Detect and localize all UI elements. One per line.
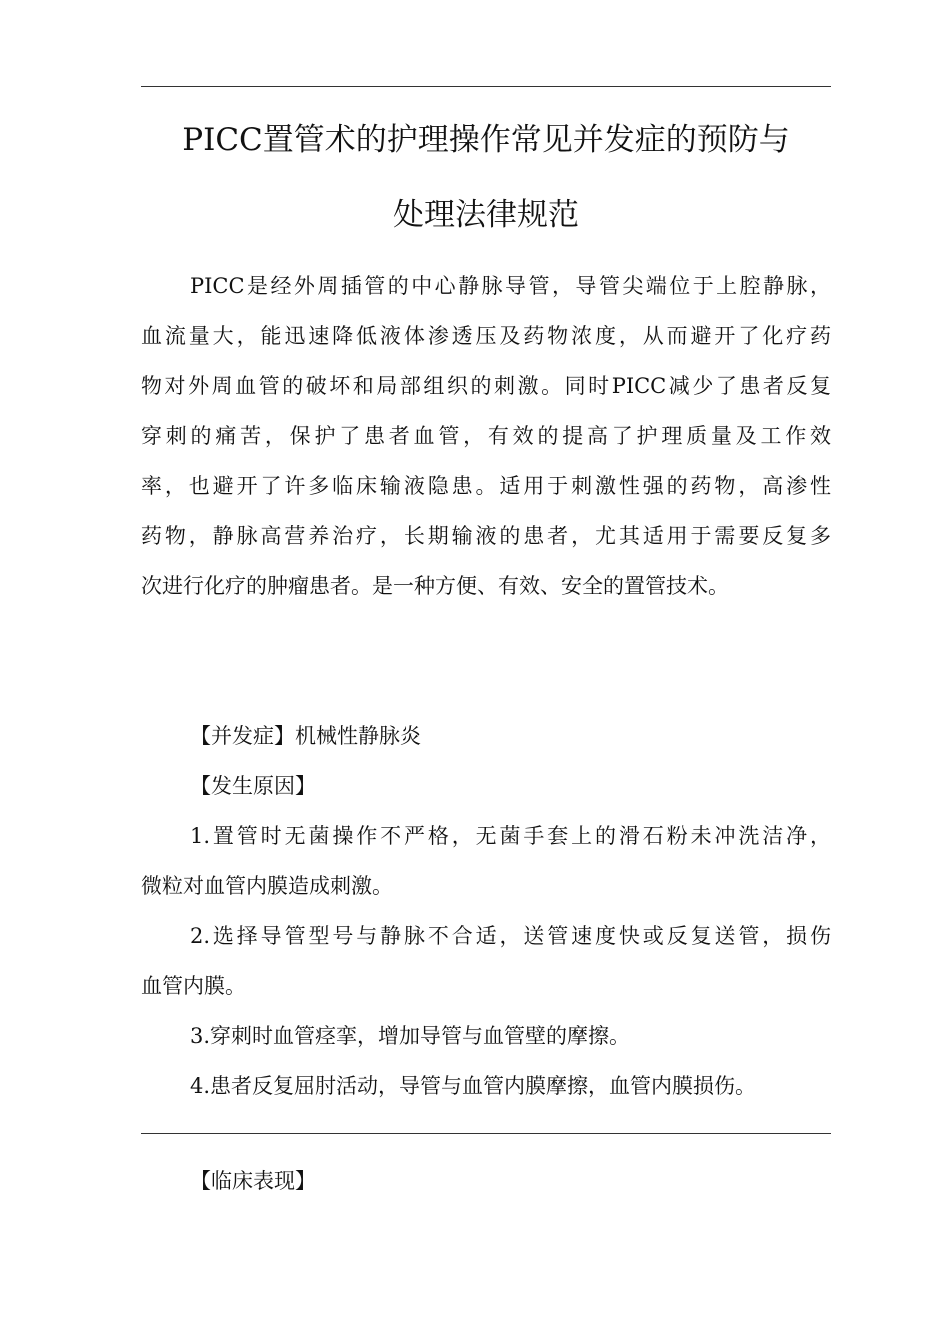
intro-line: 穿刺的痛苦，保护了患者血管，有效的提高了护理质量及工作效 (141, 424, 831, 448)
cause-item-3: 3.穿刺时血管痉挛，增加导管与血管壁的摩擦。 (190, 1024, 631, 1048)
footer-rule (141, 1133, 831, 1134)
cause-item-4: 4.患者反复屈肘活动，导管与血管内膜摩擦，血管内膜损伤。 (190, 1074, 757, 1098)
document-title-line-1: PICC置管术的护理操作常见并发症的预防与 (182, 122, 790, 158)
intro-line: 药物，静脉高营养治疗，长期输液的患者，尤其适用于需要反复多 (141, 524, 831, 548)
intro-line: 率，也避开了许多临床输液隐患。适用于刺激性强的药物，高渗性 (141, 474, 831, 498)
intro-line: 血流量大，能迅速降低液体渗透压及药物浓度，从而避开了化疗药 (141, 324, 831, 348)
cause-item-1-line-2: 微粒对血管内膜造成刺激。 (141, 874, 393, 898)
intro-line: PICC是经外周插管的中心静脉导管，导管尖端位于上腔静脉， (190, 274, 831, 298)
cause-heading: 【发生原因】 (190, 774, 316, 798)
intro-line: 次进行化疗的肿瘤患者。是一种方便、有效、安全的置管技术。 (141, 574, 729, 598)
document-title-line-2: 处理法律规范 (393, 197, 579, 233)
cause-item-2-line-2: 血管内膜。 (141, 974, 246, 998)
cause-item-1-line-1: 1.置管时无菌操作不严格，无菌手套上的滑石粉未冲洗洁净， (190, 824, 831, 848)
intro-line: 物对外周血管的破坏和局部组织的刺激。同时PICC减少了患者反复 (141, 374, 831, 398)
cause-item-2-line-1: 2.选择导管型号与静脉不合适，送管速度快或反复送管，损伤 (190, 924, 831, 948)
complication-heading: 【并发症】机械性静脉炎 (190, 724, 421, 748)
clinical-heading: 【临床表现】 (190, 1169, 316, 1193)
header-rule (141, 86, 831, 87)
